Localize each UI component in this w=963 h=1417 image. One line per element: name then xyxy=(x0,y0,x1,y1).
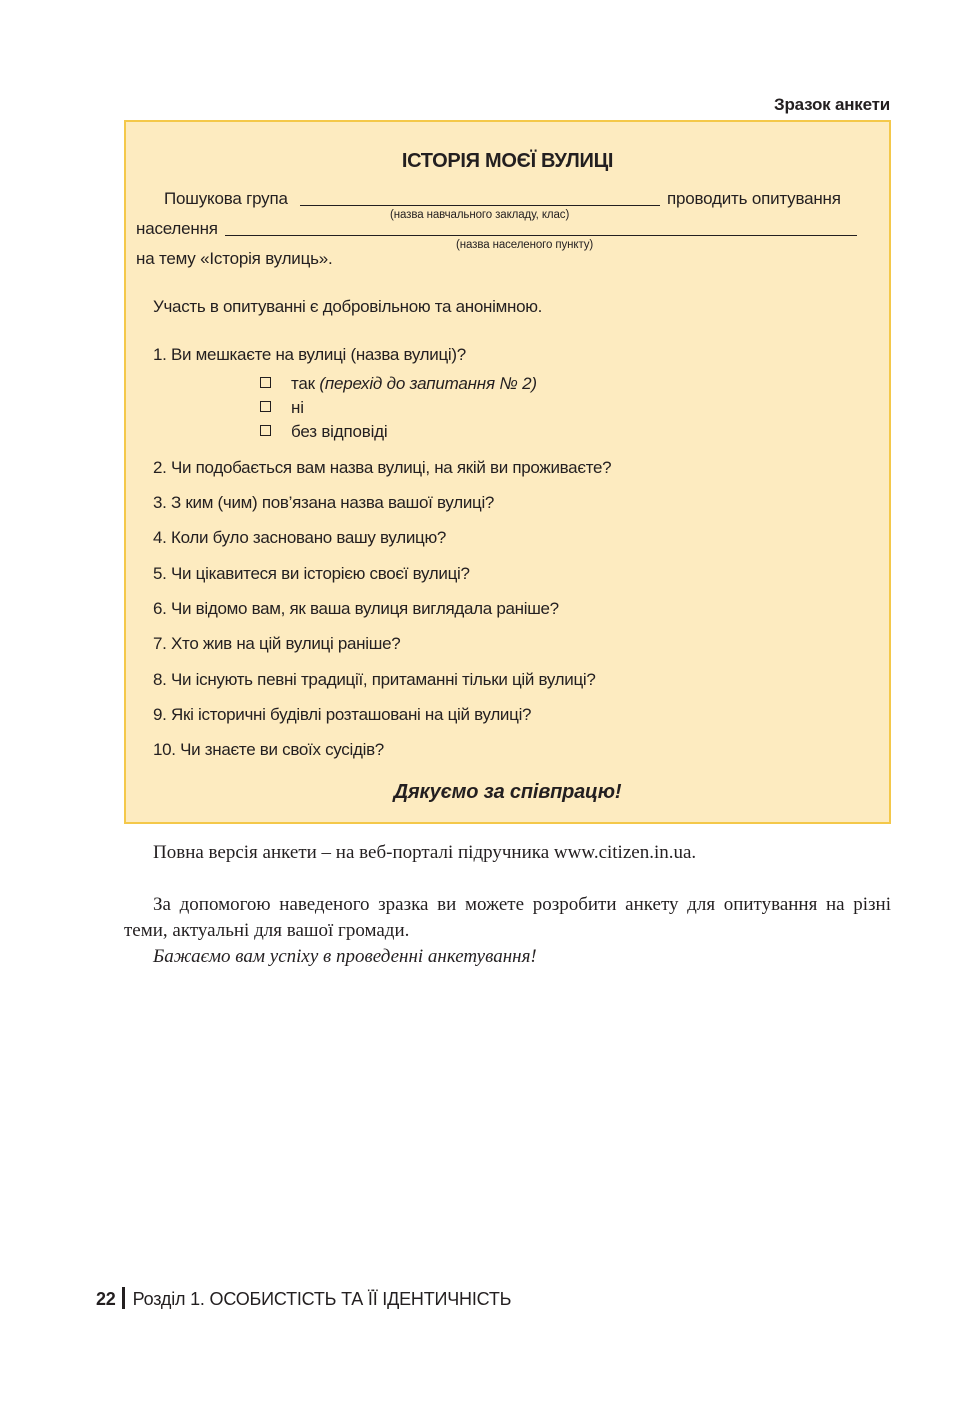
questionnaire-title: ІСТОРІЯ МОЄЇ ВУЛИЦІ xyxy=(401,150,614,172)
thanks-text: Дякуємо за співпрацю! xyxy=(393,781,622,803)
question-2: 2. Чи подобається вам назва вулиці, на якій ви проживаєте? xyxy=(153,458,612,477)
question-6: 6. Чи відомо вам, як ваша вулиця виглядала раніше? xyxy=(153,599,559,618)
question-7: 7. Хто жив на цій вулиці раніше? xyxy=(153,634,401,653)
checkbox-no-answer[interactable] xyxy=(260,425,271,436)
question-4: 4. Коли було засновано вашу вулицю? xyxy=(153,528,447,547)
question-9: 9. Які історичні будівлі розташовані на цій вулиці? xyxy=(153,705,532,724)
question-3: 3. З ким (чим) пов’язана назва вашої вулиці? xyxy=(153,493,495,512)
question-10: 10. Чи знаєте ви своїх сусідів? xyxy=(153,740,384,759)
footer-divider xyxy=(122,1287,125,1309)
checkbox-no[interactable] xyxy=(260,401,271,412)
figure-caption: Зразок анкети xyxy=(774,95,890,114)
wish-text: Бажаємо вам успіху в проведенні анкетування! xyxy=(153,946,537,967)
topic-line: на тему «Історія вулиць». xyxy=(136,249,333,268)
checkbox-yes[interactable] xyxy=(260,377,271,388)
settlement-hint: (назва населеного пункту) xyxy=(456,239,594,251)
option-no[interactable]: ні xyxy=(260,398,304,420)
settlement-blank-line xyxy=(225,235,857,236)
question-1: 1. Ви мешкаєте на вулиці (назва вулиці)? xyxy=(153,345,466,364)
question-8: 8. Чи існують певні традиції, притаманні тільки цій вулиці? xyxy=(153,670,596,689)
intro-text: Участь в опитуванні є добровільною та анонімною. xyxy=(153,297,543,316)
section-title: Розділ 1. ОСОБИСТІСТЬ ТА ЇЇ ІДЕНТИЧНІСТЬ xyxy=(132,1289,512,1309)
survey-label: проводить опитування xyxy=(667,189,841,208)
portal-note: Повна версія анкети – на веб-порталі підручника www.citizen.in.ua. xyxy=(153,842,697,863)
school-blank-line xyxy=(300,205,660,206)
option-yes[interactable]: так (перехід до запитання № 2) xyxy=(260,374,537,396)
page-number: 22 xyxy=(96,1289,116,1309)
question-5: 5. Чи цікавитеся ви історією своєї вулиці? xyxy=(153,564,470,583)
usage-paragraph: За допомогою наведеного зразка ви можете розробити анкету для опитування на різні теми, актуальні для вашої громади. xyxy=(124,894,891,941)
page-footer xyxy=(96,1287,511,1310)
group-label: Пошукова група xyxy=(164,189,288,208)
population-label: населення xyxy=(136,219,218,238)
school-hint: (назва навчального закладу, клас) xyxy=(390,209,570,221)
option-no-answer[interactable]: без відповіді xyxy=(260,422,387,444)
